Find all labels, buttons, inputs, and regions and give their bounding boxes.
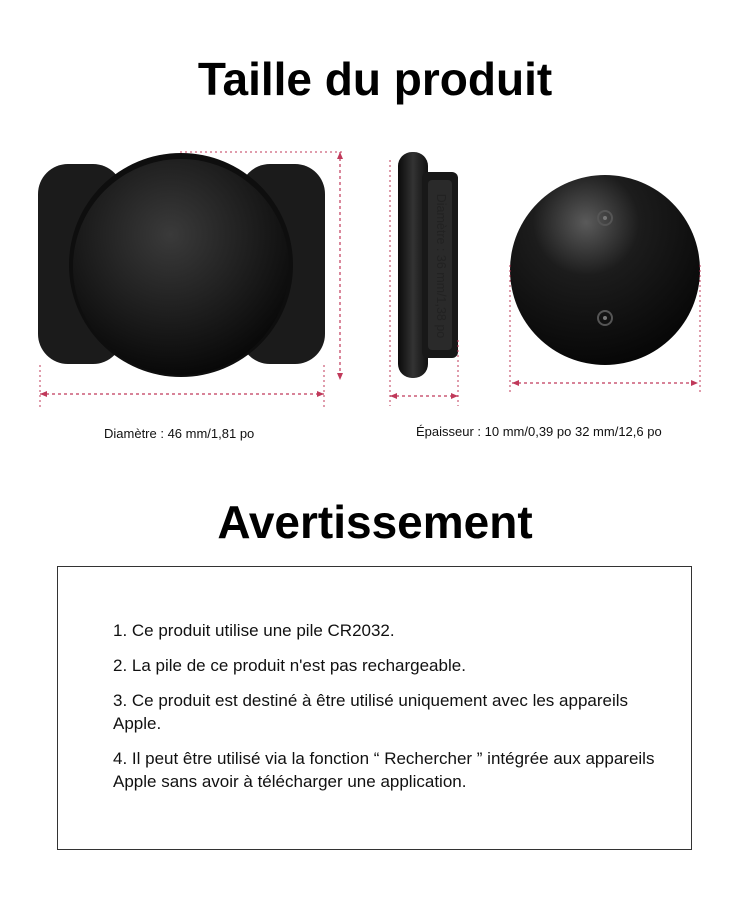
tag-view <box>510 175 700 365</box>
warning-list <box>113 619 673 805</box>
product-size-figure <box>0 140 750 450</box>
warning-item-1: 1. Ce produit utilise une pile CR2032. <box>113 621 395 640</box>
thickness-caption: Épaisseur : 10 mm/0,39 po 32 mm/12,6 po <box>416 424 662 439</box>
warning-item-2: 2. La pile de ce produit n'est pas rechargeable. <box>113 656 466 675</box>
warning-item-4: 4. Il peut être utilisé via la fonction “ Rechercher ” intégrée aux appareils Apple sans avoir à télécharger une application. <box>113 749 655 791</box>
holder-front-view <box>38 153 325 377</box>
warning-section-title: Avertissement <box>217 496 533 548</box>
size-section-title: Taille du produit <box>197 53 553 105</box>
warning-box <box>57 566 692 850</box>
product-illustration <box>0 140 750 450</box>
warning-item-3: 3. Ce produit est destiné à être utilisé uniquement avec les appareils Apple. <box>113 691 629 733</box>
diameter-large-caption: Diamètre : 46 mm/1,81 po <box>104 426 255 441</box>
diameter-small-caption: Diamètre : 36 mm/1,38 po <box>434 193 448 339</box>
holder-side-view <box>398 152 458 378</box>
